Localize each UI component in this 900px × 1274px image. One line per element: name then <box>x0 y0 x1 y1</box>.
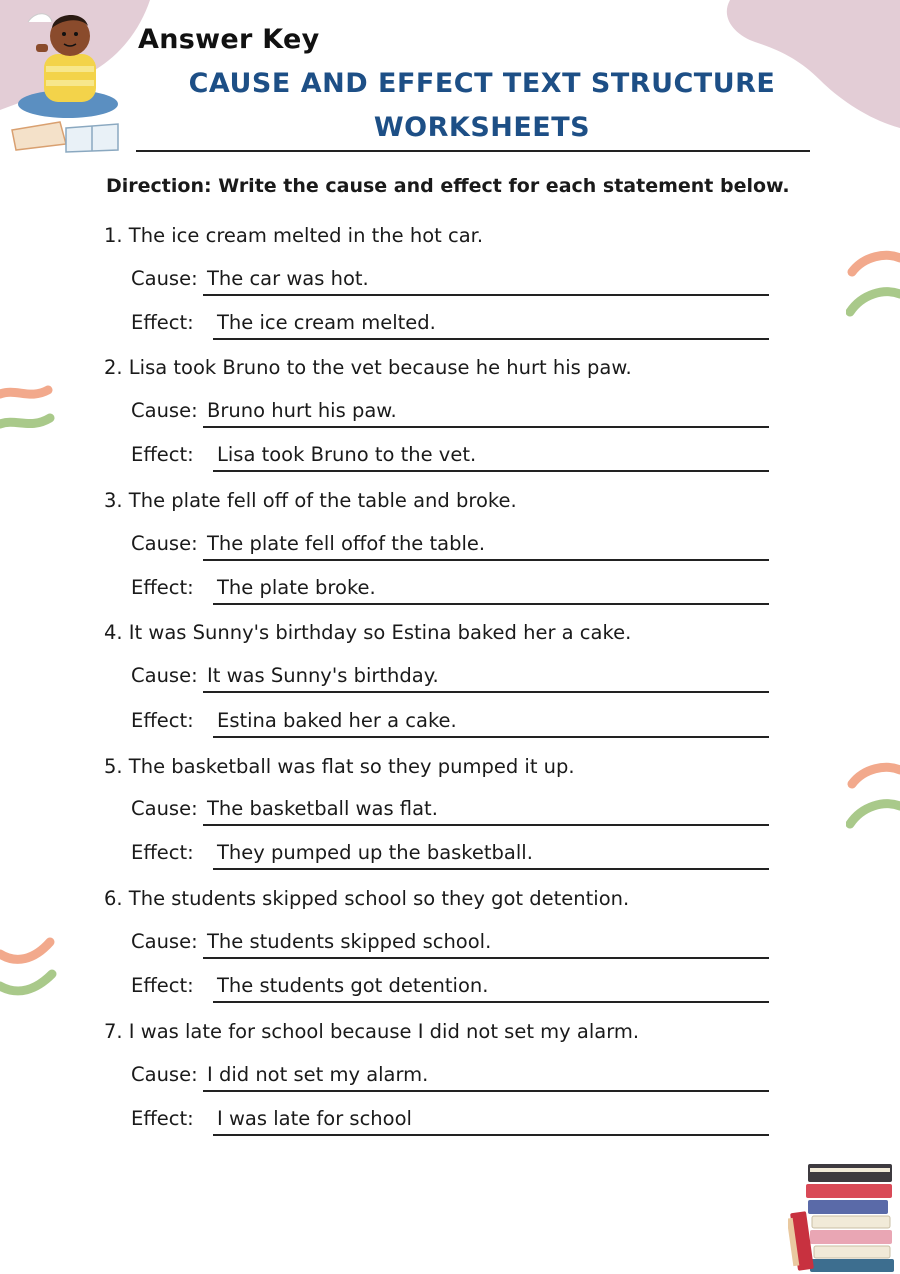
cause-answer: The basketball was flat. <box>207 797 438 820</box>
effect-label: Effect: <box>131 576 194 599</box>
effect-label: Effect: <box>131 443 194 466</box>
cause-answer: It was Sunny's birthday. <box>207 664 439 687</box>
cause-answer: Bruno hurt his paw. <box>207 399 397 422</box>
effect-label: Effect: <box>131 841 194 864</box>
question-statement: 3. The plate fell off of the table and broke. <box>104 489 517 512</box>
answer-line <box>203 559 769 561</box>
answer-line <box>203 691 769 693</box>
cause-row <box>131 264 771 294</box>
squiggle-decoration-left-1 <box>0 384 58 444</box>
answer-key-heading: Answer Key <box>138 24 320 55</box>
effect-answer: The students got detention. <box>217 974 489 997</box>
squiggle-decoration-right-1 <box>846 246 900 326</box>
answer-line <box>203 1090 769 1092</box>
effect-row <box>131 1104 771 1134</box>
answer-line <box>203 426 769 428</box>
squiggle-decoration-right-2 <box>846 758 900 838</box>
answer-line <box>213 603 769 605</box>
effect-answer: Lisa took Bruno to the vet. <box>217 443 477 466</box>
question-statement: 4. It was Sunny's birthday so Estina baked her a cake. <box>104 621 632 644</box>
answer-line <box>213 868 769 870</box>
question-statement: 5. The basketball was flat so they pumped it up. <box>104 755 575 778</box>
effect-answer: Estina baked her a cake. <box>217 709 457 732</box>
cause-answer: The students skipped school. <box>207 930 492 953</box>
effect-answer: The ice cream melted. <box>217 311 436 334</box>
cause-label: Cause: <box>131 930 198 953</box>
cause-row <box>131 529 771 559</box>
effect-label: Effect: <box>131 974 194 997</box>
cause-answer: The car was hot. <box>207 267 369 290</box>
effect-answer: They pumped up the basketball. <box>217 841 533 864</box>
cause-label: Cause: <box>131 267 198 290</box>
effect-label: Effect: <box>131 1107 194 1130</box>
title-underline <box>136 150 810 152</box>
book-stack-illustration <box>788 1158 898 1273</box>
cause-answer: The plate fell offof the table. <box>207 532 486 555</box>
answer-line <box>203 294 769 296</box>
effect-label: Effect: <box>131 311 194 334</box>
effect-label: Effect: <box>131 709 194 732</box>
cause-row <box>131 396 771 426</box>
answer-line <box>213 736 769 738</box>
cause-label: Cause: <box>131 797 198 820</box>
answer-line <box>213 470 769 472</box>
cause-row <box>131 1060 771 1090</box>
cause-answer: I did not set my alarm. <box>207 1063 429 1086</box>
effect-row <box>131 838 771 868</box>
effect-row <box>131 573 771 603</box>
answer-line <box>203 957 769 959</box>
cause-label: Cause: <box>131 664 198 687</box>
cause-row <box>131 794 771 824</box>
cause-label: Cause: <box>131 1063 198 1086</box>
question-statement: 6. The students skipped school so they got detention. <box>104 887 630 910</box>
effect-answer: The plate broke. <box>217 576 376 599</box>
answer-line <box>213 1001 769 1003</box>
answer-line <box>213 338 769 340</box>
answer-line <box>213 1134 769 1136</box>
question-statement: 2. Lisa took Bruno to the vet because he hurt his paw. <box>104 356 632 379</box>
cause-row <box>131 927 771 957</box>
cause-label: Cause: <box>131 532 198 555</box>
effect-row <box>131 440 771 470</box>
question-statement: 1. The ice cream melted in the hot car. <box>104 224 484 247</box>
worksheet-title-line-2: WORKSHEETS <box>373 112 591 143</box>
worksheet-title-line-1: CAUSE AND EFFECT TEXT STRUCTURE <box>188 68 776 99</box>
answer-line <box>203 824 769 826</box>
cause-label: Cause: <box>131 399 198 422</box>
effect-row <box>131 706 771 736</box>
child-reading-illustration <box>6 4 124 154</box>
squiggle-decoration-left-2 <box>0 934 58 1004</box>
worksheet-title <box>150 62 814 150</box>
question-statement: 7. I was late for school because I did not set my alarm. <box>104 1020 640 1043</box>
effect-row <box>131 308 771 338</box>
effect-row <box>131 971 771 1001</box>
directions-text: Direction: Write the cause and effect for each statement below. <box>106 175 790 197</box>
cause-row <box>131 661 771 691</box>
effect-answer: I was late for school <box>217 1107 412 1130</box>
